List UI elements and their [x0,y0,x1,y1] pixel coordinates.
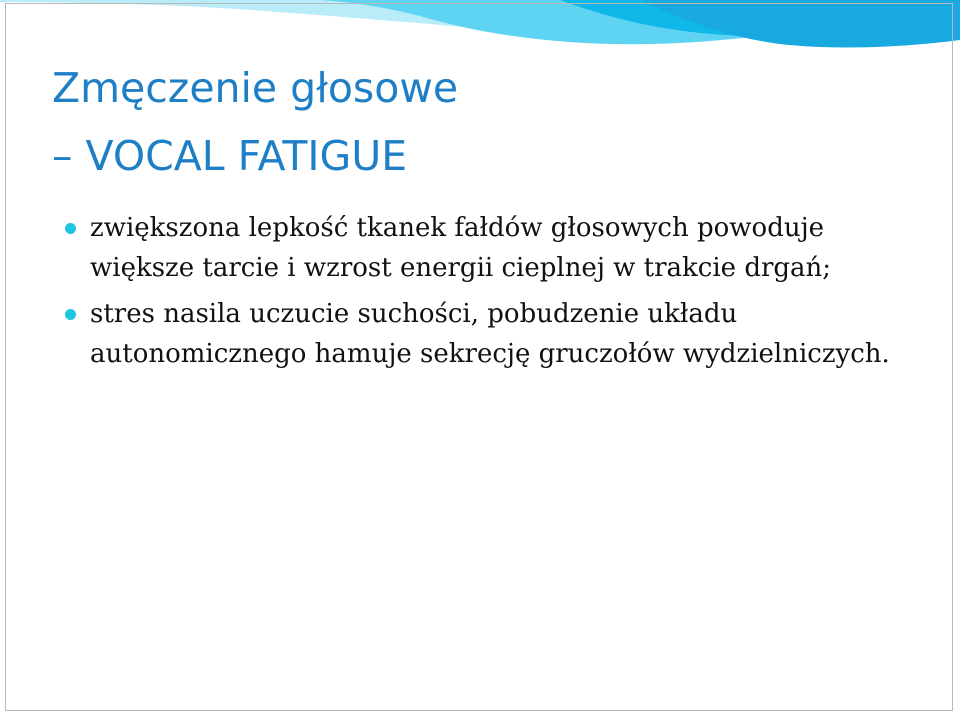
bullet-text: zwiększona lepkość tkanek fałdów głosowych powoduje większe tarcie i wzrost energii cieplnej w trakcie drgań; [90,213,832,283]
slide-title-english: – VOCAL FATIGUE [52,132,408,180]
bullet-dot-icon [65,223,76,234]
bullet-text: stres nasila uczucie suchości, pobudzenie układu autonomicznego hamuje sekrecję gruczołów wydzielniczych. [90,299,890,369]
bullet-list [90,208,910,374]
list-item [90,208,910,288]
bullet-dot-icon [65,309,76,320]
slide-title-polish: Zmęczenie głosowe [52,64,459,112]
header-wave-decoration [0,0,960,60]
list-item [90,294,910,374]
